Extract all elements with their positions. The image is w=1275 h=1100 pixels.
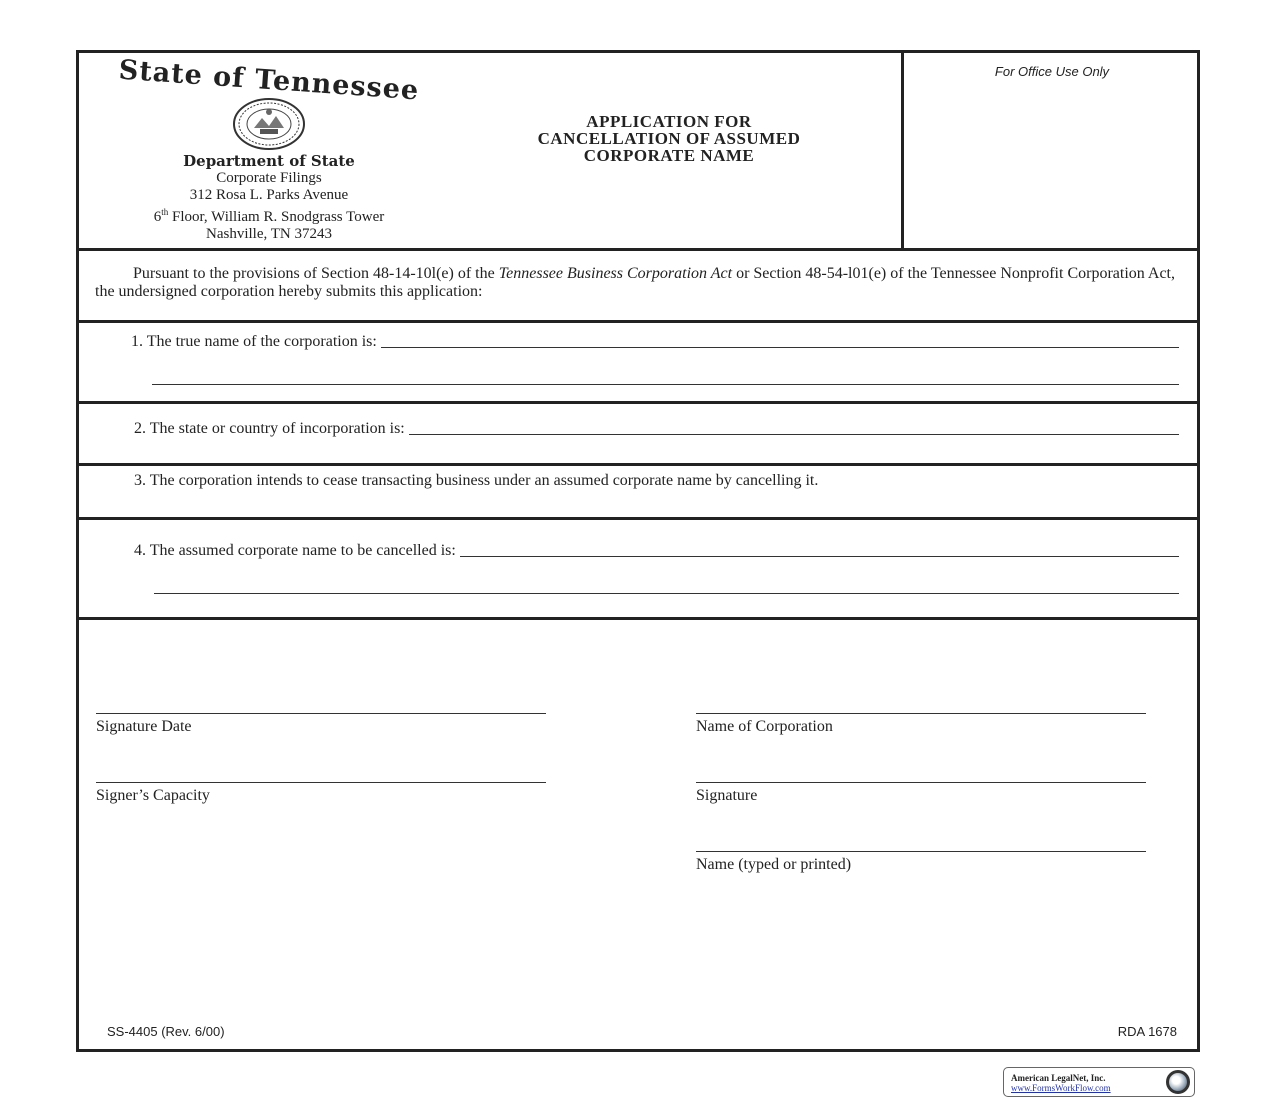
cancellation-form bbox=[76, 50, 1200, 1052]
printed-name-block bbox=[696, 851, 1146, 874]
address-line-3: 6th Floor, William R. Snodgrass Tower bbox=[153, 207, 385, 225]
signer-capacity-label: Signer’s Capacity bbox=[96, 787, 210, 804]
department-name: Department of State bbox=[183, 152, 355, 170]
rda-number: RDA 1678 bbox=[1117, 1024, 1177, 1039]
true-name-field-line-2[interactable] bbox=[152, 383, 1179, 385]
publisher-website-link[interactable]: www.FormsWorkFlow.com bbox=[1011, 1083, 1111, 1093]
address-line-2: 312 Rosa L. Parks Avenue bbox=[189, 187, 349, 203]
signer-capacity-block bbox=[96, 782, 546, 805]
item-1-label: 1. The true name of the corporation is: bbox=[131, 333, 381, 350]
form-title: APPLICATION FOR CANCELLATION OF ASSUMED CORPORATE NAME bbox=[537, 112, 801, 165]
intro-paragraph: Pursuant to the provisions of Section 48-14-10l(e) of the Tennessee Business Corporation Act or Section 48-54-l01(e) of the Tennessee Nonprofit Corporation Act, the undersigned corporation hereby submits this application: bbox=[95, 265, 1175, 300]
state-of-incorporation-field[interactable] bbox=[409, 433, 1179, 435]
publisher-name: American LegalNet, Inc. bbox=[1011, 1073, 1106, 1083]
corporation-name-label: Name of Corporation bbox=[696, 718, 833, 735]
publisher-logo bbox=[1003, 1067, 1195, 1097]
state-seal-icon bbox=[232, 98, 306, 150]
signature-label: Signature bbox=[696, 787, 758, 804]
true-name-field[interactable] bbox=[381, 346, 1179, 348]
signature-section bbox=[79, 620, 1197, 1049]
signature-block bbox=[696, 782, 1146, 805]
form-number: SS-4405 (Rev. 6/00) bbox=[107, 1024, 225, 1039]
item-3-section bbox=[79, 466, 1197, 520]
item-1-section bbox=[79, 323, 1197, 404]
item-3-text: 3. The corporation intends to cease transacting business under an assumed corporate name by cancelling it. bbox=[134, 472, 819, 489]
state-title: State of Tennessee bbox=[117, 54, 421, 107]
address-line-4: Nashville, TN 37243 bbox=[206, 226, 332, 242]
signature-date-label: Signature Date bbox=[96, 718, 192, 735]
item-2-section bbox=[79, 404, 1197, 466]
signature-date-field[interactable] bbox=[96, 713, 546, 714]
item-2-label: 2. The state or country of incorporation is: bbox=[134, 420, 409, 437]
corporation-name-block bbox=[696, 713, 1146, 736]
item-4-label: 4. The assumed corporate name to be cancelled is: bbox=[134, 542, 460, 559]
office-use-box bbox=[901, 53, 1200, 248]
signature-field[interactable] bbox=[696, 782, 1146, 783]
printed-name-label: Name (typed or printed) bbox=[696, 856, 852, 873]
corporation-name-field[interactable] bbox=[696, 713, 1146, 714]
assumed-name-field[interactable] bbox=[460, 555, 1179, 557]
printed-name-field[interactable] bbox=[696, 851, 1146, 852]
intro-section bbox=[79, 251, 1197, 323]
signature-date-block bbox=[96, 713, 546, 736]
item-4-section bbox=[79, 520, 1197, 620]
address-line-1: Corporate Filings bbox=[216, 170, 322, 186]
department-block bbox=[99, 54, 439, 243]
form-header bbox=[79, 53, 1197, 251]
signer-capacity-field[interactable] bbox=[96, 782, 546, 783]
office-use-label: For Office Use Only bbox=[994, 64, 1110, 79]
globe-icon bbox=[1166, 1070, 1190, 1094]
assumed-name-field-line-2[interactable] bbox=[154, 592, 1179, 594]
